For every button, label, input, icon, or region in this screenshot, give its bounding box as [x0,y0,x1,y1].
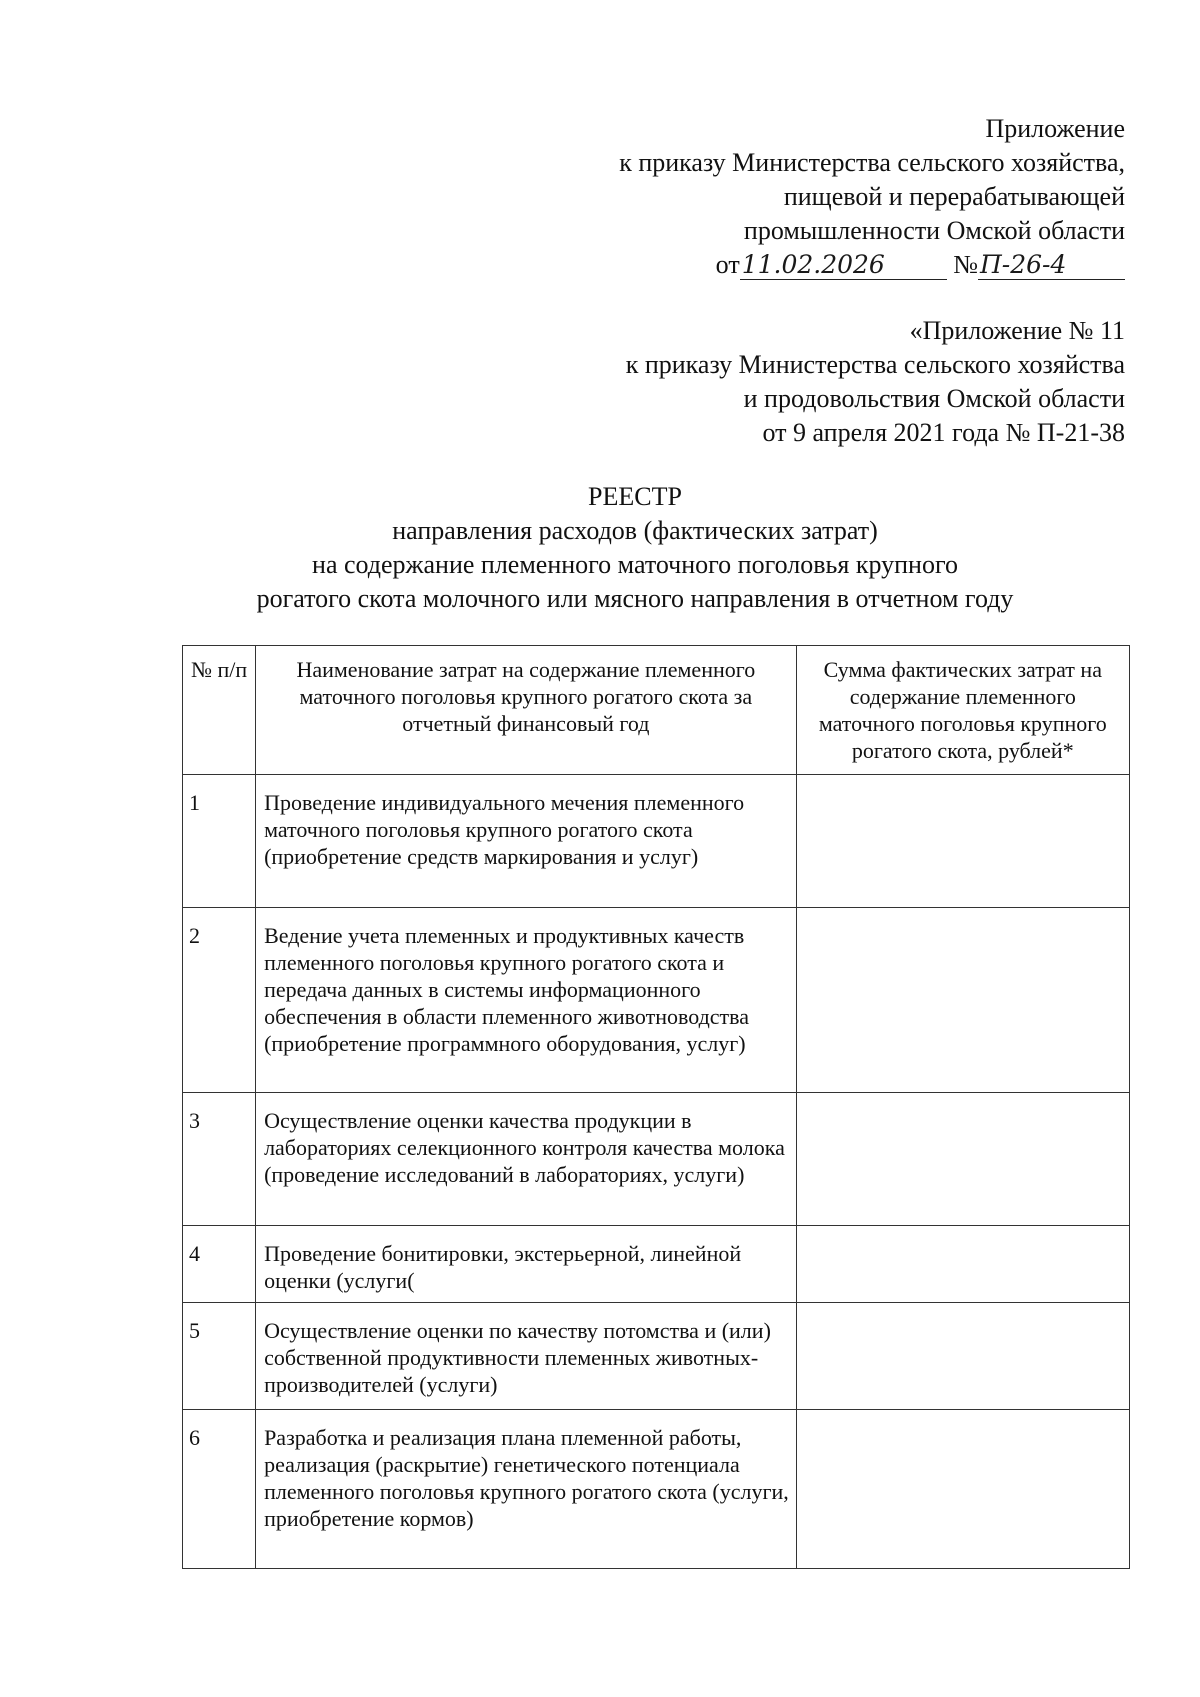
order-ref-line: к приказу Министерства сельского хозяйства [625,350,1125,379]
region-line: промышленности Омской области [743,216,1125,245]
header-name: Наименование затрат на содержание племенного маточного поголовья крупного рогатого скота за отчетный финансовый год [256,646,797,775]
handwritten-number: П-26-4 [978,251,1125,280]
row-number: 3 [183,1093,256,1226]
title-line: рогатого скота молочного или мясного направления в отчетном году [256,584,1014,613]
handwritten-date: 11.02.2026 [740,251,947,280]
appendix-number: «Приложение № 11 [909,316,1125,345]
table-row [183,1226,1130,1303]
date-prefix: от [715,250,740,279]
row-sum [796,1303,1129,1410]
title-heading: РЕЕСТР [588,482,682,511]
date-number-line [619,248,1125,282]
row-sum [796,1226,1129,1303]
table-row [183,1410,1130,1569]
order-date-line: от 9 апреля 2021 года № П-21-38 [762,418,1125,447]
header-number: № п/п [183,646,256,775]
document-title [200,480,1070,616]
table-header-row [183,646,1130,775]
table-row [183,1093,1130,1226]
original-appendix-header [626,314,1125,450]
table-row [183,908,1130,1093]
row-sum [796,908,1129,1093]
ministry-line: и продовольствия Омской области [743,384,1125,413]
row-name: Проведение бонитировки, экстерьерной, линейной оценки (услуги( [256,1226,797,1303]
row-number: 2 [183,908,256,1093]
header-sum: Сумма фактических затрат на содержание племенного маточного поголовья крупного рогатого скота, рублей* [796,646,1129,775]
appendix-header [619,112,1125,282]
ministry-line: пищевой и перерабатывающей [783,182,1125,211]
title-line: на содержание племенного маточного поголовья крупного [312,550,958,579]
row-name: Ведение учета племенных и продуктивных качеств племенного поголовья крупного рогатого скота и передача данных в системы информационного обеспечения в области племенного животноводства (приобретение программного оборудования, услуг) [256,908,797,1093]
table-row [183,1303,1130,1410]
appendix-label: Приложение [985,114,1125,143]
row-sum [796,775,1129,908]
row-number: 4 [183,1226,256,1303]
row-name: Проведение индивидуального мечения племенного маточного поголовья крупного рогатого скота (приобретение средств маркирования и услуг) [256,775,797,908]
table-row [183,775,1130,908]
row-name: Разработка и реализация плана племенной работы, реализация (раскрытие) генетического потенциала племенного поголовья крупного рогатого скота (услуги, приобретение кормов) [256,1410,797,1569]
row-number: 5 [183,1303,256,1410]
row-name: Осуществление оценки по качеству потомства и (или) собственной продуктивности племенных животных-производителей (услуги) [256,1303,797,1410]
row-number: 1 [183,775,256,908]
row-sum [796,1410,1129,1569]
row-name: Осуществление оценки качества продукции в лабораториях селекционного контроля качества молока (проведение исследований в лабораториях, услуги) [256,1093,797,1226]
number-prefix: № [953,250,978,279]
registry-table [182,645,1130,1569]
row-number: 6 [183,1410,256,1569]
order-ref-line: к приказу Министерства сельского хозяйства, [619,148,1125,177]
row-sum [796,1093,1129,1226]
title-line: направления расходов (фактических затрат) [392,516,878,545]
